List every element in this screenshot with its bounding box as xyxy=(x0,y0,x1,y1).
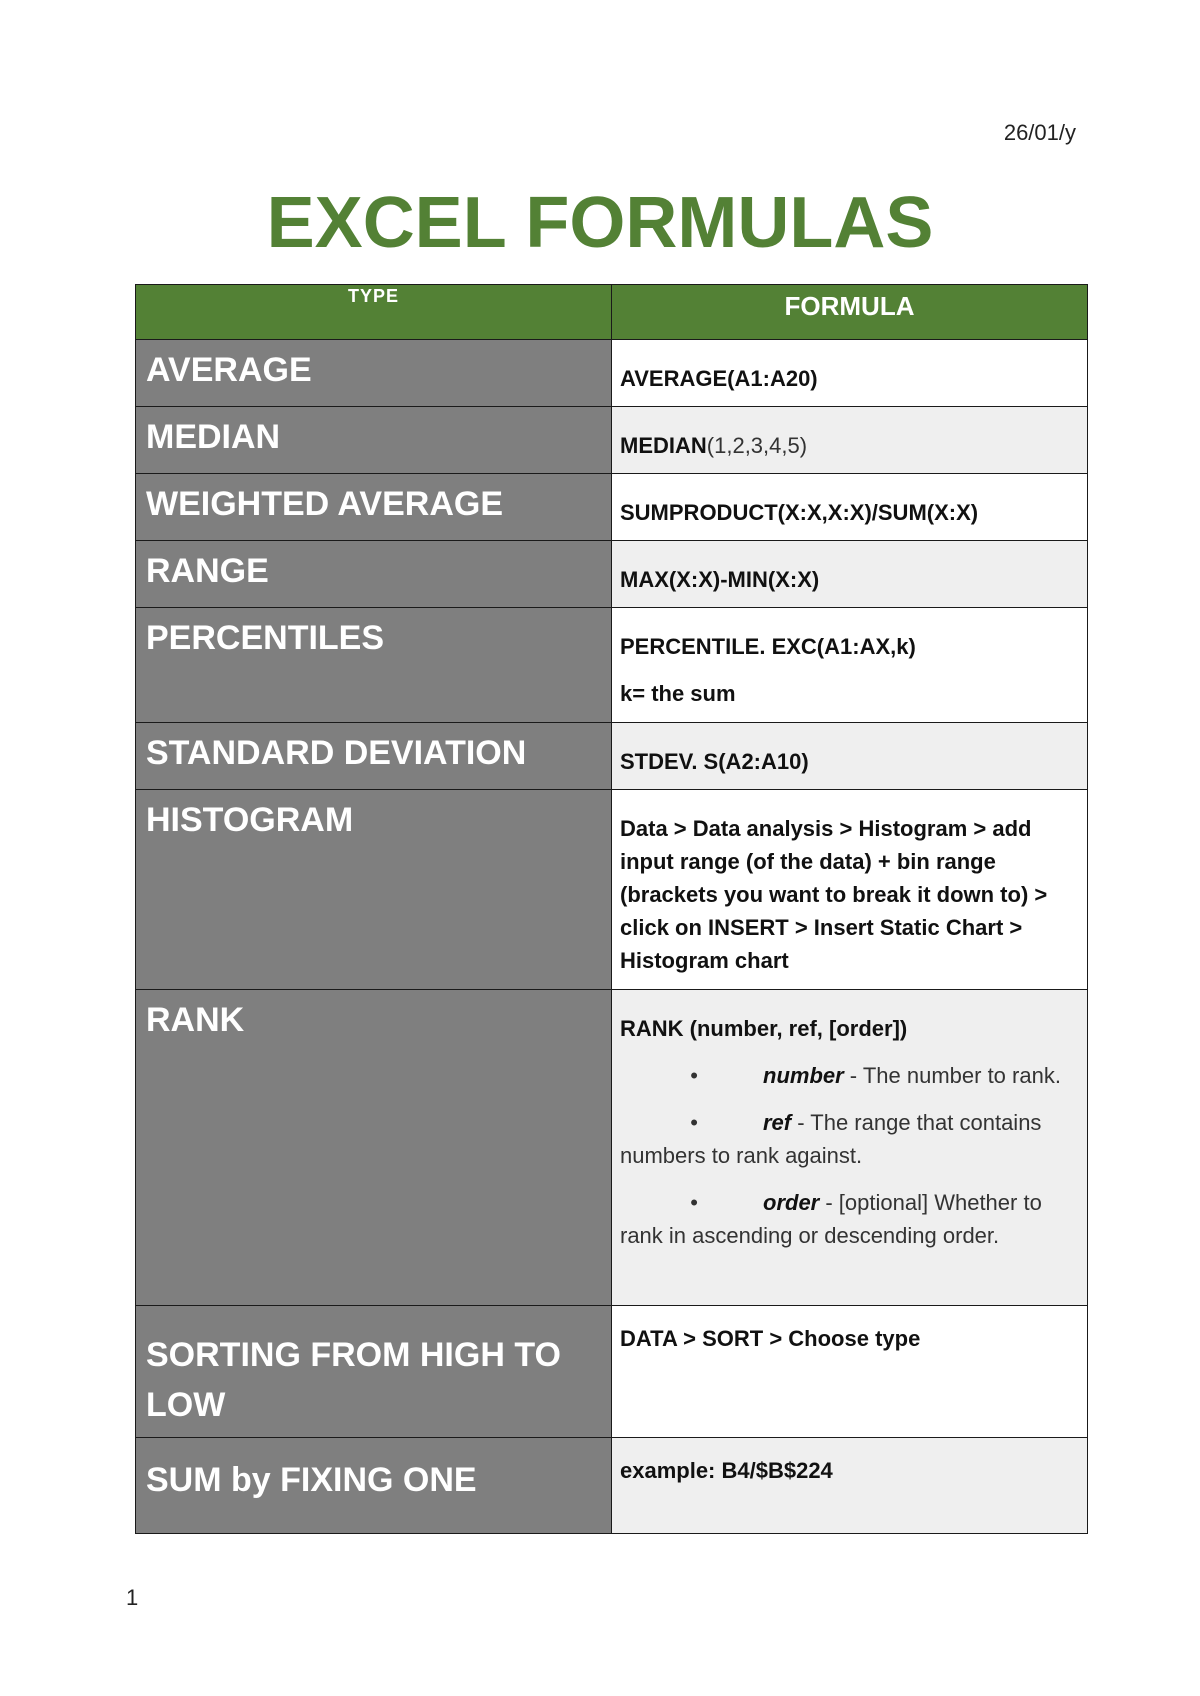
table-row-median xyxy=(136,407,1088,474)
type-label: SORTING FROM HIGH TO LOW xyxy=(146,1336,561,1424)
formula-cell: MAX(X:X)-MIN(X:X) xyxy=(612,541,1088,608)
list-item xyxy=(620,1059,1079,1092)
column-header-type: TYPE xyxy=(136,285,612,340)
type-cell xyxy=(136,1306,612,1438)
document-date: 26/01/y xyxy=(1003,120,1076,145)
formula-note: k= the sum xyxy=(620,681,736,706)
type-cell xyxy=(136,790,612,990)
formula-text: PERCENTILE. EXC(A1:AX,k) xyxy=(620,634,916,659)
table-header-row xyxy=(136,285,1088,340)
type-cell xyxy=(136,541,612,608)
type-cell xyxy=(136,474,612,541)
formula-cell: STDEV. S(A2:A10) xyxy=(612,723,1088,790)
argument-description: - The range that contains numbers to rank against. xyxy=(620,1110,1042,1168)
type-label: MEDIAN xyxy=(146,418,281,456)
type-cell xyxy=(136,723,612,790)
table-row-standard-deviation xyxy=(136,723,1088,790)
table-row-percentiles xyxy=(136,608,1088,723)
type-cell xyxy=(136,990,612,1306)
formulas-table xyxy=(135,284,1088,1534)
formula-text: RANK (number, ref, [order]) xyxy=(620,1016,908,1041)
table-row-sum-fixing xyxy=(136,1438,1088,1534)
formula-arguments: (1,2,3,4,5) xyxy=(706,433,808,458)
type-label: PERCENTILES xyxy=(146,619,385,657)
formula-cell xyxy=(612,608,1088,723)
bullet-icon: • xyxy=(690,1190,698,1215)
formula-cell: example: B4/$B$224 xyxy=(612,1438,1088,1534)
table-row-range xyxy=(136,541,1088,608)
bullet-icon: • xyxy=(690,1063,698,1088)
type-cell xyxy=(136,407,612,474)
formula-cell: SUMPRODUCT(X:X,X:X)/SUM(X:X) xyxy=(612,474,1088,541)
type-label: SUM by FIXING ONE xyxy=(146,1461,477,1499)
argument-term: ref xyxy=(763,1110,792,1135)
bullet-icon: • xyxy=(690,1110,698,1135)
argument-description: - [optional] Whether to rank in ascending or descending order. xyxy=(620,1190,1042,1248)
argument-term: number xyxy=(763,1063,844,1088)
formula-cell: DATA > SORT > Choose type xyxy=(612,1306,1088,1438)
type-cell xyxy=(136,340,612,407)
formula-function: MEDIAN xyxy=(620,433,707,458)
argument-description: - The number to rank. xyxy=(843,1063,1061,1088)
column-header-formula: FORMULA xyxy=(612,285,1088,340)
formula-cell xyxy=(612,990,1088,1306)
formula-cell xyxy=(612,407,1088,474)
type-label: RANGE xyxy=(146,552,269,590)
list-item xyxy=(620,1186,1079,1252)
table-row-rank xyxy=(136,990,1088,1306)
type-label: STANDARD DEVIATION xyxy=(146,734,527,772)
formula-cell: AVERAGE(A1:A20) xyxy=(612,340,1088,407)
table-row-average xyxy=(136,340,1088,407)
list-item xyxy=(620,1106,1079,1172)
page-title: EXCEL FORMULAS xyxy=(266,183,934,263)
type-label: RANK xyxy=(146,1001,245,1039)
type-label: HISTOGRAM xyxy=(146,801,354,839)
formula-cell: Data > Data analysis > Histogram > add input range (of the data) + bin range (brackets you want to break it down to) > click on INSERT > Insert Static Chart > Histogram chart xyxy=(612,790,1088,990)
argument-term: order xyxy=(763,1190,820,1215)
table-row-histogram xyxy=(136,790,1088,990)
page-number: 1 xyxy=(126,1585,139,1610)
table-row-weighted-average xyxy=(136,474,1088,541)
type-cell xyxy=(136,1438,612,1534)
table-row-sorting xyxy=(136,1306,1088,1438)
type-cell xyxy=(136,608,612,723)
type-label: AVERAGE xyxy=(146,351,312,389)
type-label: WEIGHTED AVERAGE xyxy=(146,485,504,523)
